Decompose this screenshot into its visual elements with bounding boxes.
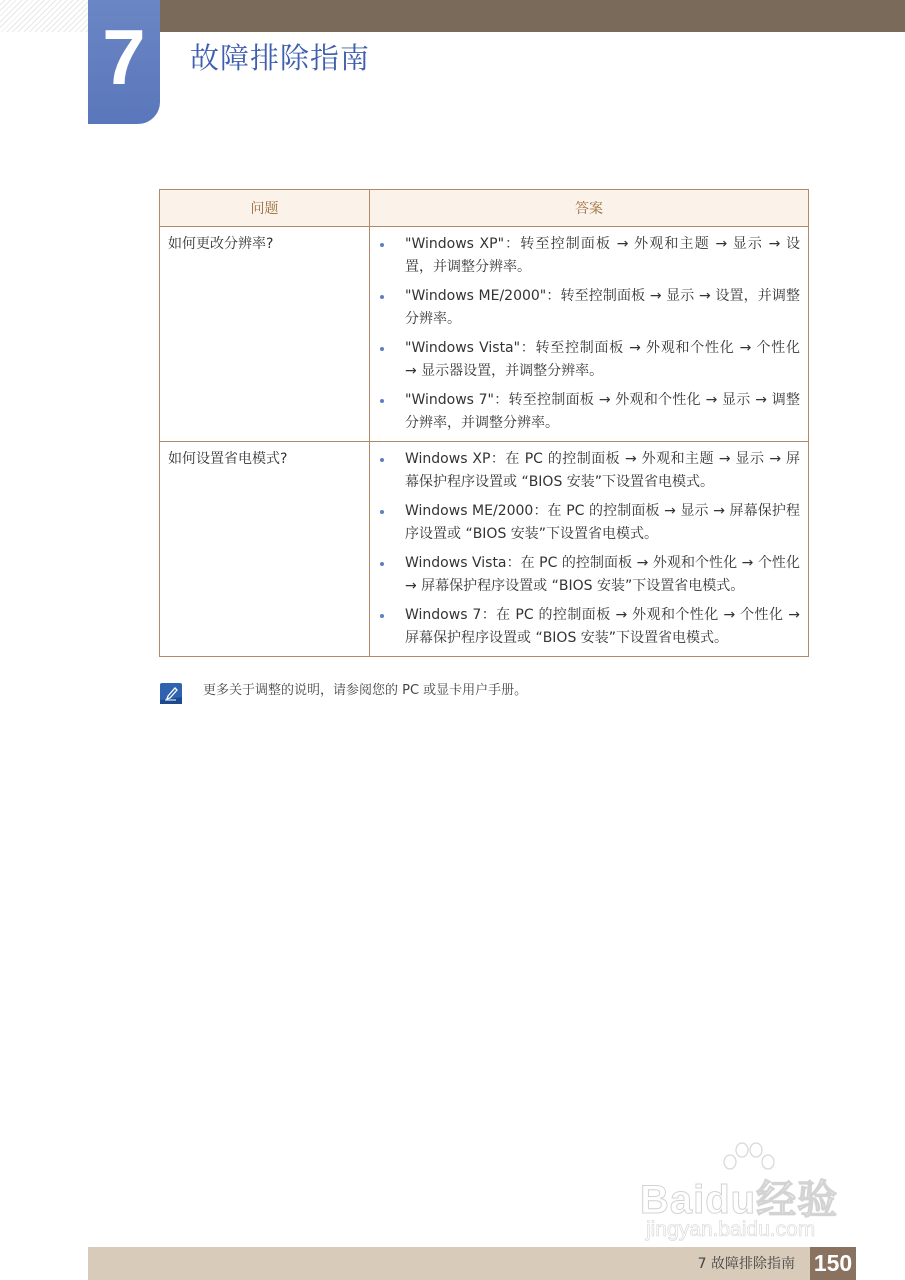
answer-text: Windows XP：在 PC 的控制面板 → 外观和主题 → 显示 → 屏幕保护程序设置或 “BIOS 安装”下设置省电模式。	[405, 451, 800, 490]
header-hatch-decoration	[0, 0, 88, 32]
question-text: 如何更改分辨率?	[168, 236, 274, 252]
header-bar	[88, 0, 905, 32]
bullet-icon	[380, 347, 384, 351]
answer-item	[378, 552, 800, 598]
column-header-answer: 答案	[370, 190, 809, 227]
answer-item	[378, 233, 800, 279]
question-cell	[160, 442, 370, 657]
answer-item	[378, 285, 800, 331]
answer-text: Windows ME/2000：在 PC 的控制面板 → 显示 → 屏幕保护程序设置或 “BIOS 安装”下设置省电模式。	[405, 503, 800, 542]
answer-text: Windows 7：在 PC 的控制面板 → 外观和个性化 → 个性化 → 屏幕保护程序设置或 “BIOS 安装”下设置省电模式。	[405, 607, 800, 646]
answer-item	[378, 604, 800, 650]
table-header-row	[160, 190, 809, 227]
bullet-icon	[380, 562, 384, 566]
note-text: 更多关于调整的说明，请参阅您的 PC 或显卡用户手册。	[203, 683, 528, 698]
answer-text: "Windows 7"：转至控制面板 → 外观和个性化 → 显示 → 调整分辨率，并调整分辨率。	[405, 392, 800, 431]
bullet-icon	[380, 243, 384, 247]
table-row	[160, 442, 809, 657]
faq-table	[159, 189, 809, 657]
watermark-brand: Baidu经验	[640, 1178, 839, 1222]
bullet-icon	[380, 458, 384, 462]
answer-list	[378, 233, 800, 435]
question-cell	[160, 227, 370, 442]
question-text: 如何设置省电模式?	[168, 451, 288, 467]
footer-chapter-label: 7 故障排除指南	[697, 1256, 795, 1272]
watermark-url: jingyan.baidu.com	[646, 1218, 816, 1241]
bullet-icon	[380, 510, 384, 514]
answer-text: "Windows XP"：转至控制面板 → 外观和主题 → 显示 → 设置，并调整分辨率。	[405, 236, 800, 275]
baidu-watermark	[640, 1140, 860, 1250]
answer-cell	[370, 442, 809, 657]
bullet-icon	[380, 614, 384, 618]
note-pencil-icon	[160, 683, 182, 704]
note-block	[160, 681, 800, 705]
chapter-number-badge	[88, 0, 160, 124]
answer-text: "Windows ME/2000"：转至控制面板 → 显示 → 设置，并调整分辨率。	[405, 288, 800, 327]
column-header-question: 问题	[160, 190, 370, 227]
answer-list	[378, 448, 800, 650]
table-row	[160, 227, 809, 442]
page-number: 150	[810, 1247, 856, 1280]
answer-cell	[370, 227, 809, 442]
answer-text: "Windows Vista"：转至控制面板 → 外观和个性化 → 个性化 → 显示器设置，并调整分辨率。	[405, 340, 800, 379]
chapter-title: 故障排除指南	[190, 41, 371, 75]
answer-item	[378, 448, 800, 494]
answer-item	[378, 337, 800, 383]
bullet-icon	[380, 399, 384, 403]
answer-item	[378, 500, 800, 546]
bullet-icon	[380, 295, 384, 299]
answer-text: Windows Vista：在 PC 的控制面板 → 外观和个性化 → 个性化 → 屏幕保护程序设置或 “BIOS 安装”下设置省电模式。	[405, 555, 800, 594]
answer-item	[378, 389, 800, 435]
chapter-number: 7	[102, 13, 146, 101]
